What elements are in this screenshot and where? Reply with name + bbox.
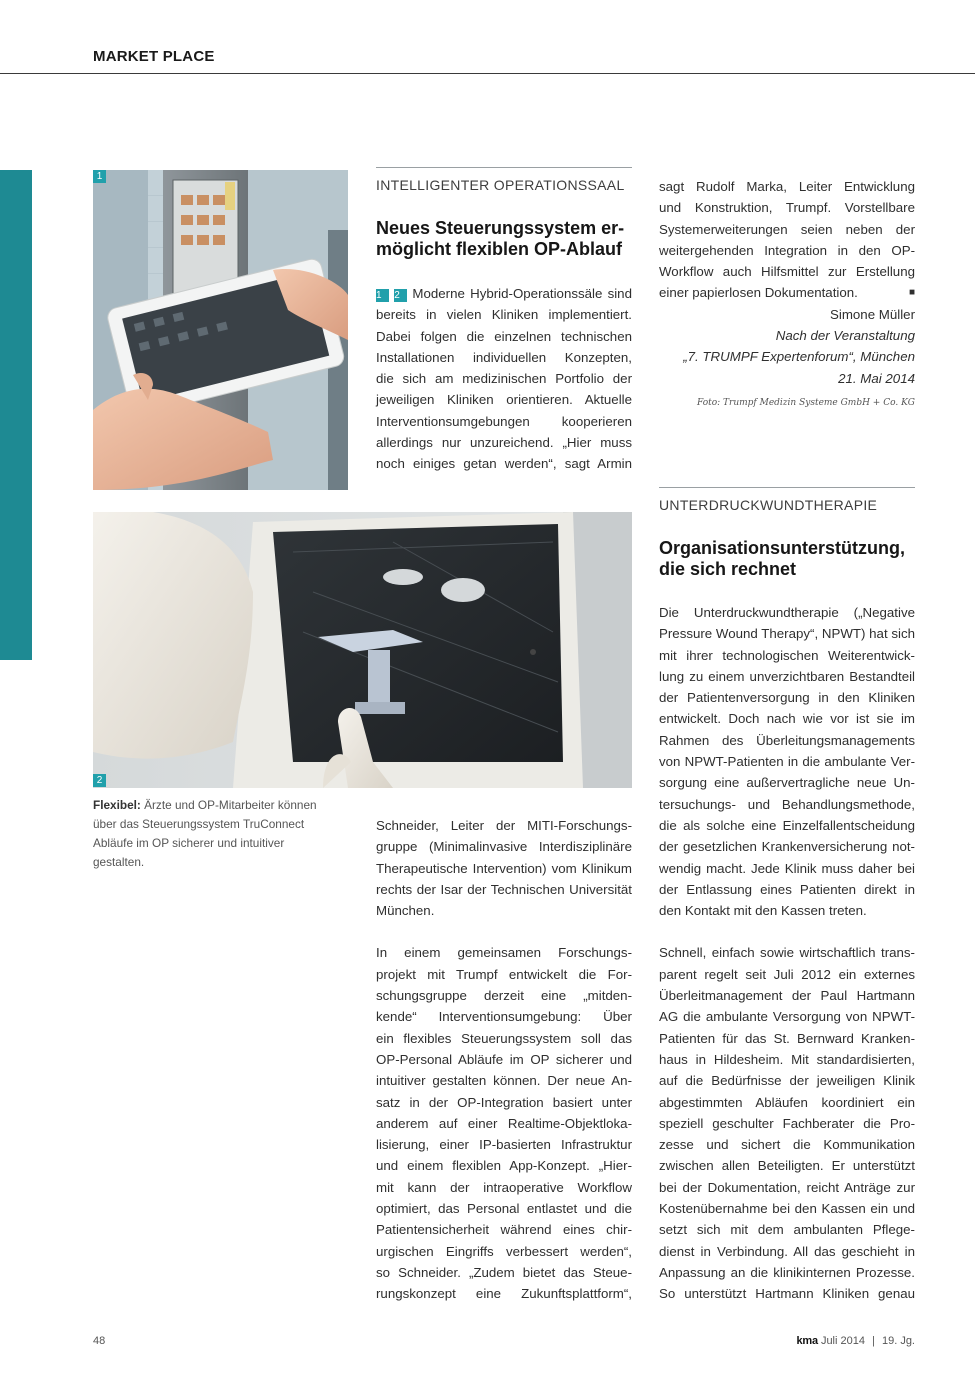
author: Simone Müller	[830, 306, 915, 322]
source-line: Nach der Veranstaltung	[775, 328, 915, 344]
headline-line: Organisationsunterstützung,	[659, 538, 906, 558]
text-line: OP-Personal Abläufe im OP sicherer und	[376, 1051, 632, 1067]
text-line: ein flexibles Steuerungssystem soll das	[376, 1030, 632, 1046]
photo-credit: Foto: Trumpf Medizin Systeme GmbH + Co. KG	[696, 397, 915, 408]
paragraph	[376, 815, 632, 921]
text-line: In einem gemeinsamen Forschungs-	[376, 945, 632, 961]
text-line: Systemerweiterungen seien neben der	[659, 221, 915, 237]
caption-lead: Flexibel:	[93, 798, 141, 812]
text-line: gruppe (Minimalinvasive Interdisziplinäre	[376, 839, 632, 855]
text-line: zwischen allen Beteiligten. Er unterstützt	[659, 1158, 915, 1174]
text-line: Pressure Wound Therapy“, NPWT) hat sich	[659, 626, 915, 642]
brand-logo: kma	[796, 1335, 818, 1347]
text-line: setzt sich mit dem ambulanten Pflege-	[659, 1222, 915, 1238]
ref-badge: 2	[394, 289, 407, 302]
text-line: jeweiligen Kliniken orientieren. Aktuelle	[376, 392, 632, 408]
side-accent-bar	[0, 170, 32, 660]
text-line-content: einer papierlosen Dokumentation.	[659, 285, 858, 301]
article2-kicker: UNTERDRUCKWUNDTHERAPIE	[659, 497, 878, 513]
paragraph	[376, 942, 632, 1304]
text-line: kende“ Interventionsumgebung: Über	[376, 1009, 632, 1025]
text-line: mit kann der intraoperative Workflow	[376, 1179, 632, 1195]
text-line: Patienten für das St. Bernward Kranken-	[659, 1030, 915, 1046]
text-line: intuitiver gestalten können. Der neue An-	[376, 1073, 632, 1089]
text-line: projekt mit Trumpf entwickelt die For-	[376, 966, 632, 982]
footer-issue	[796, 1335, 915, 1347]
text-line: allerdings nur unzureichend. „Hier muss	[376, 435, 632, 451]
text-line: AG die ambulante Versorgung von NPWT-	[659, 1009, 915, 1025]
text-line: Schnell, einfach sowie wirtschaftlich trans-	[659, 945, 915, 961]
text-line: von NPWT-Patienten in die ambulante Ver-	[659, 754, 915, 770]
photo-caption	[93, 796, 338, 872]
text-line: Überleitmanagement der Paul Hartmann	[659, 988, 915, 1004]
volume: 19. Jg.	[881, 1335, 915, 1347]
paragraph	[659, 942, 915, 1304]
text-line: rungskonzept eine Zukunftsplattform“,	[376, 1286, 632, 1302]
ref-badge: 1	[376, 289, 389, 302]
article1-headline	[376, 218, 636, 260]
text-line: zesse und sichert die Kommunikation	[659, 1137, 915, 1153]
text-line: abgestimmten Abläufen koordiniert ein	[659, 1094, 915, 1110]
text-line: haus in Hildesheim. Mit standardisierten,	[659, 1051, 915, 1067]
text-line	[659, 282, 915, 303]
text-line: lung zu einem unverzichtbaren Bestandteil	[659, 668, 915, 684]
source	[659, 325, 915, 389]
text-line: Workflow auch Hilfsmittel zur Erstellung	[659, 264, 915, 280]
text-line: Interventionsumgebungen kooperieren	[376, 413, 632, 429]
article1-col1-top	[376, 283, 632, 475]
text-line: wendig macht. Jede Klinik muss daher bei	[659, 860, 915, 876]
headline-line: Neues Steuerungssystem er-	[376, 218, 625, 238]
text-line: So unterstützt Hartmann Kliniken genau	[659, 1286, 915, 1302]
source-line: 21. Mai 2014	[838, 370, 915, 386]
headline-line: die sich rechnet	[659, 559, 797, 579]
text-line	[376, 283, 632, 304]
text-line: auf die Bedürfnisse der jeweiligen Klinik	[659, 1073, 915, 1089]
text-line: sagt Rudolf Marka, Leiter Entwicklung	[659, 179, 915, 194]
text-line: der Entlassung eines Patienten direkt in	[659, 881, 915, 897]
text-line: parent regelt seit Juli 2012 ein externes	[659, 966, 915, 982]
text-line: rechts der Isar der Technischen Universität	[376, 881, 632, 897]
text-line: urgischen Eingriffs verbessert werden“,	[376, 1243, 632, 1259]
text-line: die als solche eine Einzelfallentscheidung	[659, 817, 915, 833]
text-line: Therapeutische Intervention) vom Klinikum	[376, 860, 632, 876]
text-line: so Schneider. „Zudem bietet das Steue-	[376, 1264, 632, 1280]
text-line: sorgung eine außervertragliche neue Un-	[659, 775, 915, 791]
text-line: speziell geschulter Fachberater die Pro-	[659, 1115, 915, 1131]
photo-tablet-wall	[93, 170, 348, 490]
text-line: Anpassung an die klinikinternen Prozesse.	[659, 1264, 915, 1280]
text-line: Kostenübernahme bei den Kassen ein und	[659, 1201, 915, 1217]
text-line: Rahmen des Überleitungsmanagements	[659, 732, 915, 748]
text-line: mit ihrer technologischen Weiterentwick-	[659, 647, 915, 663]
text-line: entwickelt. Doch nach wie vor ist sie im	[659, 711, 915, 727]
photo-badge: 2	[93, 774, 106, 787]
text-line: weitergehenden Integration in den OP-	[659, 242, 915, 258]
text-line-content: Moderne Hybrid-Operationssäle sind	[412, 286, 632, 301]
text-line: optimiert, das Personal entlastet und die	[376, 1201, 632, 1217]
text-line: München.	[376, 903, 435, 919]
article1-col2	[659, 176, 915, 414]
text-line: Die Unterdruckwundtherapie („Negative	[659, 605, 915, 620]
end-mark-icon: ■	[908, 287, 915, 299]
text-line: lisierung, einer IP-basierten Infrastruktur	[376, 1137, 632, 1153]
text-line: Patientensicherheit während eines chir-	[376, 1222, 632, 1238]
page-number: 48	[93, 1335, 106, 1347]
text-line: Dabei folgen die einzelnen technischen	[376, 328, 632, 344]
text-line: schungsgruppe derzeit eine „mitden-	[376, 988, 632, 1004]
article1-kicker: INTELLIGENTER OPERATIONSSAAL	[376, 177, 625, 193]
header-rule	[0, 73, 975, 74]
source-line: „7. TRUMPF Expertenforum“, München	[683, 349, 915, 365]
text-line: bereits in vielen Kliniken implementiert.	[376, 307, 632, 323]
photo-tablet-gloved-hand	[93, 512, 632, 788]
article2-headline	[659, 538, 919, 580]
paragraph	[659, 602, 915, 921]
article1-col1-bottom	[376, 815, 632, 1305]
text-line: und Konstruktion, Trumpf. Vorstellbare	[659, 200, 915, 216]
text-line: der Patientenversorgung in den Kliniken	[659, 690, 915, 706]
article1-rule	[376, 167, 632, 168]
text-line: bei der Dokumentation, reicht Anträge zur	[659, 1179, 915, 1195]
text-line: tersuchungs- und Behandlungsmethode,	[659, 796, 915, 812]
text-line: satz in der OP-Integration basiert unter	[376, 1094, 632, 1110]
text-line: noch einiges getan werden“, sagt Armin	[376, 456, 632, 472]
headline-line: möglicht flexiblen OP-Ablauf	[376, 239, 623, 259]
text-line: der gesetzlichen Krankenversicherung not-	[659, 839, 915, 855]
article2-body	[659, 602, 915, 1305]
photo-badge: 1	[93, 170, 106, 183]
footer-separator: |	[872, 1335, 875, 1347]
text-line: Schneider, Leiter der MITI-Forschungs-	[376, 818, 632, 833]
article2-rule	[659, 487, 915, 488]
issue-date: Juli 2014	[820, 1335, 865, 1347]
text-line: anderem auf einer Realtime-Objektloka-	[376, 1115, 632, 1131]
text-line: die sich am medizinischen Portfolio der	[376, 371, 632, 387]
caption-text: Ärzte und OP-Mitarbeiter können über das Steuerungssystem TruConnect Abläufe im OP sicherer und intuitiver gestalten.	[93, 798, 317, 869]
text-line: dienst in Verbindung. All das geschieht in	[659, 1243, 915, 1259]
text-line: den Kontakt mit den Kassen treten.	[659, 903, 867, 919]
text-line: Installationen individuellen Konzepten,	[376, 349, 632, 365]
section-label: MARKET PLACE	[93, 48, 215, 65]
text-line: und einem flexiblen App-Konzept. „Hier-	[376, 1158, 632, 1174]
